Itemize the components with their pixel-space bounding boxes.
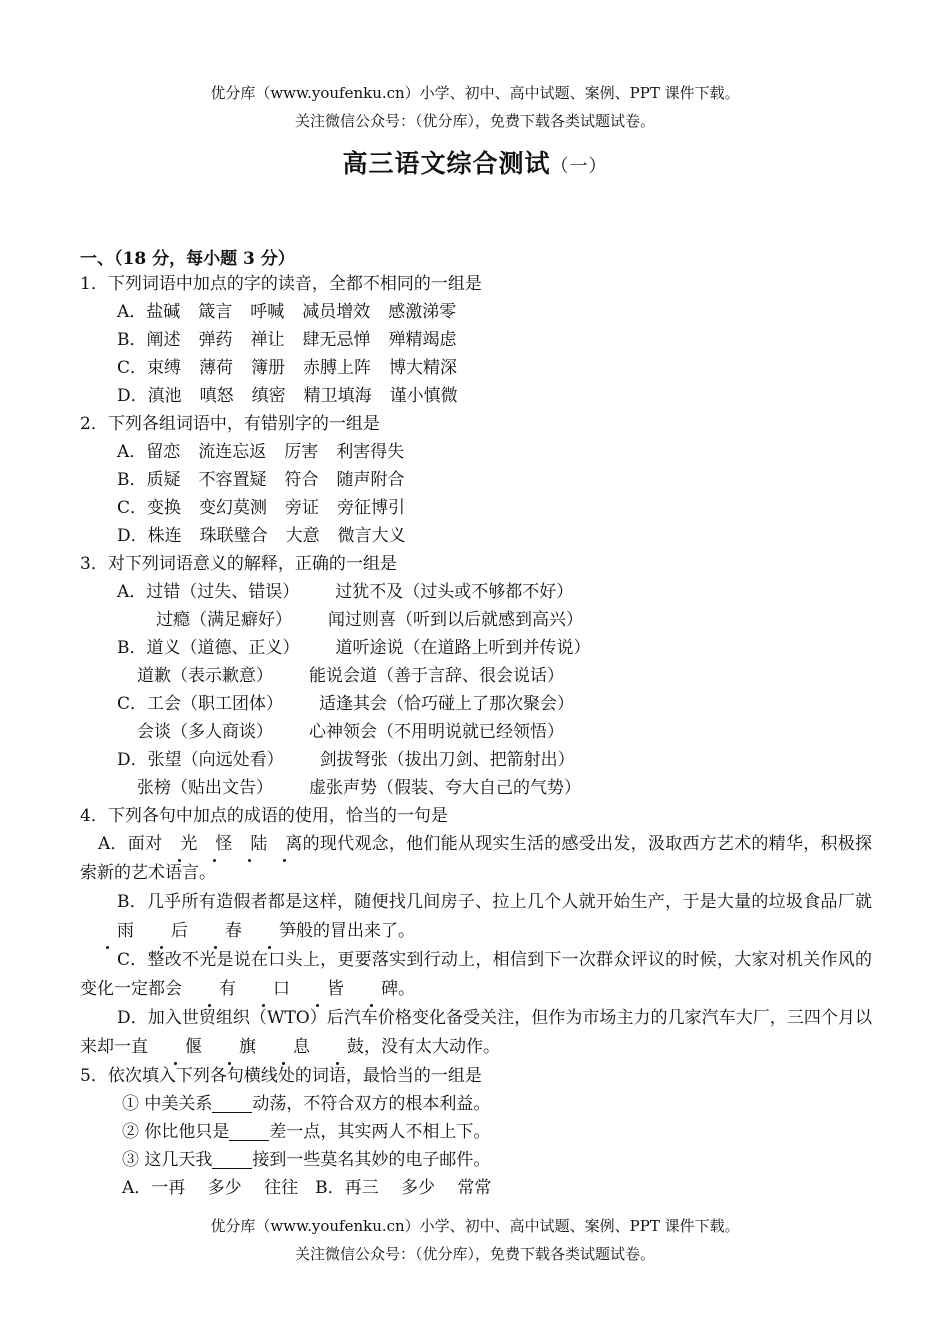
- word: 滇池: [147, 386, 182, 406]
- q3-option-c-row2: [80, 718, 872, 746]
- word: 流连忘返: [198, 442, 267, 462]
- definition: C．工会（职工团体）: [117, 694, 284, 714]
- dotted-char: 笋: [242, 917, 296, 946]
- dotted-char: 碑: [344, 975, 398, 1004]
- word: 留恋: [146, 442, 181, 462]
- definition: 过犹不及（过头或不够都不好）: [335, 582, 574, 602]
- word: 博大精深: [389, 358, 458, 378]
- option-letter: D．: [117, 386, 148, 406]
- definition: 会谈（多人商谈）: [137, 722, 273, 742]
- definition: 虚张声势（假装、夸大自己的气势）: [309, 778, 581, 798]
- q3-option-d-row2: [80, 774, 872, 802]
- q2-option-d: [80, 522, 872, 550]
- word: 赤膊上阵: [303, 358, 372, 378]
- dotted-char: 光: [162, 830, 197, 859]
- option-letter: A．: [117, 442, 147, 462]
- dotted-char: 后: [134, 917, 188, 946]
- q5-sentence-3: [80, 1146, 872, 1174]
- word: 微言大义: [337, 526, 406, 546]
- option-letter: C．: [117, 498, 148, 518]
- word: 弹药: [198, 330, 233, 350]
- q2-option-a: [80, 438, 872, 466]
- dotted-idiom: [162, 834, 302, 854]
- dotted-char: 偃: [148, 1033, 202, 1062]
- definition: 过瘾（满足癖好）: [156, 610, 292, 630]
- q1-option-b: [80, 326, 872, 354]
- banner-line-2: 关注微信公众号：（优分库），免费下载各类试题试卷。: [294, 112, 655, 130]
- definition: D．张望（向远处看）: [117, 750, 284, 770]
- question-content: [80, 270, 872, 1202]
- dotted-idiom: [80, 921, 296, 941]
- option-letter: B．: [117, 470, 147, 490]
- word: 珠联璧合: [199, 526, 268, 546]
- sentence-text: ，没有太大动作。: [364, 1037, 500, 1057]
- word: 利害得失: [336, 442, 405, 462]
- q3-stem: 3．对下列词语意义的解释，正确的一组是: [80, 554, 397, 574]
- word: 不容置疑: [198, 470, 267, 490]
- option-letter: A．: [117, 302, 147, 322]
- sentence-text: 差一点，其实两人不相上下。: [269, 1122, 491, 1142]
- word: 精卫填海: [303, 386, 372, 406]
- word: 肆无忌惮: [302, 330, 371, 350]
- fill-blank: [212, 1150, 252, 1169]
- q3-option-d-row1: [80, 746, 872, 774]
- definition: A．过错（过失、错误）: [117, 582, 300, 602]
- title-sub: （一）: [550, 156, 608, 177]
- q4-stem: 4．下列各句中加点的成语的使用，恰当的一句是: [80, 806, 448, 826]
- q5-stem: 5．依次填入下列各句横线处的词语，最恰当的一组是: [80, 1066, 482, 1086]
- word: 旁证: [285, 498, 320, 518]
- word: 符合: [284, 470, 319, 490]
- word: 随声附合: [336, 470, 405, 490]
- banner-line-1: 优分库（www.youfenku.cn）小学、初中、高中试题、案例、PPT 课件下载。: [210, 84, 740, 102]
- option-letter: B．: [117, 330, 147, 350]
- word: 阐述: [146, 330, 181, 350]
- option-letter: D．: [117, 526, 148, 546]
- word: 质疑: [146, 470, 181, 490]
- dotted-idiom: [182, 979, 398, 999]
- q4-option-b: [80, 888, 872, 946]
- dotted-char: 鼓: [310, 1033, 364, 1062]
- definition: 适逢其会（恰巧碰上了那次聚会）: [319, 694, 575, 714]
- q3-option-b-row1: [80, 634, 872, 662]
- word: 谨小慎微: [389, 386, 458, 406]
- q1-option-c: [80, 354, 872, 382]
- dotted-char: 口: [236, 975, 290, 1004]
- word: 大意: [285, 526, 320, 546]
- sentence-text: 接到一些莫名其妙的电子邮件。: [252, 1150, 491, 1170]
- dotted-char: 有: [182, 975, 236, 1004]
- q1-option-d: [80, 382, 872, 410]
- word: 禅让: [250, 330, 285, 350]
- banner-line-1: 优分库（www.youfenku.cn）小学、初中、高中试题、案例、PPT 课件下载。: [210, 1217, 740, 1235]
- sentence-text: 般的冒出来了。: [296, 921, 415, 941]
- q5-sentence-2: [80, 1118, 872, 1146]
- word: 株连: [147, 526, 182, 546]
- definition: B．道义（道德、正义）: [117, 638, 300, 658]
- header-banner: [0, 79, 950, 135]
- dotted-char: 息: [256, 1033, 310, 1062]
- dotted-char: 旗: [202, 1033, 256, 1062]
- section-heading: 一、（18 分，每小题 3 分）: [80, 249, 295, 269]
- sentence-text: 动荡，不符合双方的根本利益。: [252, 1094, 491, 1114]
- q3-option-a-row1: [80, 578, 872, 606]
- title-main: 高三语文综合测试: [342, 149, 551, 178]
- word: 束缚: [147, 358, 182, 378]
- option-letter: C．: [117, 358, 148, 378]
- q2-option-b: [80, 466, 872, 494]
- sentence-text: B．几乎所有造假者都是这样，随便找几间房子、拉上几个人就开始生产，于是大量的垃圾食品厂就: [117, 892, 872, 912]
- definition: 道听途说（在道路上听到并传说）: [335, 638, 591, 658]
- page-title: [0, 144, 950, 180]
- definition: 闻过则喜（听到以后就感到高兴）: [328, 610, 583, 630]
- dotted-char: 离: [267, 830, 302, 859]
- word: 缜密: [251, 386, 286, 406]
- word: 厉害: [284, 442, 319, 462]
- word: 变幻莫测: [199, 498, 268, 518]
- sentence-text: ② 你比他只是: [122, 1122, 230, 1142]
- sentence-text: ① 中美关系: [122, 1094, 213, 1114]
- fill-blank: [229, 1122, 269, 1141]
- sentence-text: D．加入世贸组织（WTO）后汽车价格变化备受关注，但作为市场主力的几家汽车大厂，三四个月以来却一直: [80, 1008, 872, 1057]
- definition: 剑拔弩张（拔出刀剑、把箭射出）: [319, 750, 575, 770]
- dotted-char: 皆: [290, 975, 344, 1004]
- dotted-char: 陆: [232, 830, 267, 859]
- sentence-text: 。: [398, 979, 415, 999]
- q4-option-a: [80, 830, 872, 888]
- word: 薄荷: [199, 358, 234, 378]
- footer-banner: [0, 1212, 950, 1268]
- q3-option-c-row1: [80, 690, 872, 718]
- sentence-text: A．面对: [98, 834, 163, 854]
- q1-stem: 1．下列词语中加点的字的读音，全都不相同的一组是: [80, 274, 482, 294]
- dotted-char: 雨: [80, 917, 134, 946]
- word: 盐碱: [146, 302, 181, 322]
- definition: 张榜（贴出文告）: [137, 778, 273, 798]
- q5-sentence-1: [80, 1090, 872, 1118]
- fill-blank: [212, 1094, 252, 1113]
- word: 变换: [147, 498, 182, 518]
- dotted-idiom: [148, 1037, 364, 1057]
- q5-options: A．一再 多少 往往 B．再三 多少 常常: [122, 1178, 492, 1198]
- word: 感激涕零: [388, 302, 457, 322]
- definition: 道歉（表示歉意）: [137, 666, 273, 686]
- q4-option-d: [80, 1004, 872, 1062]
- q3-option-a-row2: [80, 606, 872, 634]
- q4-option-c: [80, 946, 872, 1004]
- word: 殚精竭虑: [388, 330, 457, 350]
- q2-stem: 2．下列各组词语中，有错别字的一组是: [80, 414, 380, 434]
- word: 箴言: [198, 302, 233, 322]
- banner-line-2: 关注微信公众号：（优分库），免费下载各类试题试卷。: [294, 1245, 655, 1263]
- dotted-char: 怪: [197, 830, 232, 859]
- word: 簿册: [251, 358, 286, 378]
- sentence-text: ③ 这几天我: [122, 1150, 213, 1170]
- word: 嗔怒: [199, 386, 234, 406]
- q3-option-b-row2: [80, 662, 872, 690]
- word: 减员增效: [302, 302, 371, 322]
- word: 呼喊: [250, 302, 285, 322]
- definition: 心神领会（不用明说就已经领悟）: [309, 722, 564, 742]
- definition: 能说会道（善于言辞、很会说话）: [309, 666, 564, 686]
- sentence-text: 的现代观念，他们能从现实生活的感受出发，汲取西方艺术的精华，积极探索新的艺术语言。: [80, 834, 872, 883]
- dotted-char: 春: [188, 917, 242, 946]
- sentence-text: C．整改不光是说在口头上，更要落实到行动上，相信到下一次群众评议的时候，大家对机关作风的变化一定都会: [80, 950, 872, 999]
- q1-option-a: [80, 298, 872, 326]
- word: 旁征博引: [337, 498, 406, 518]
- q2-option-c: [80, 494, 872, 522]
